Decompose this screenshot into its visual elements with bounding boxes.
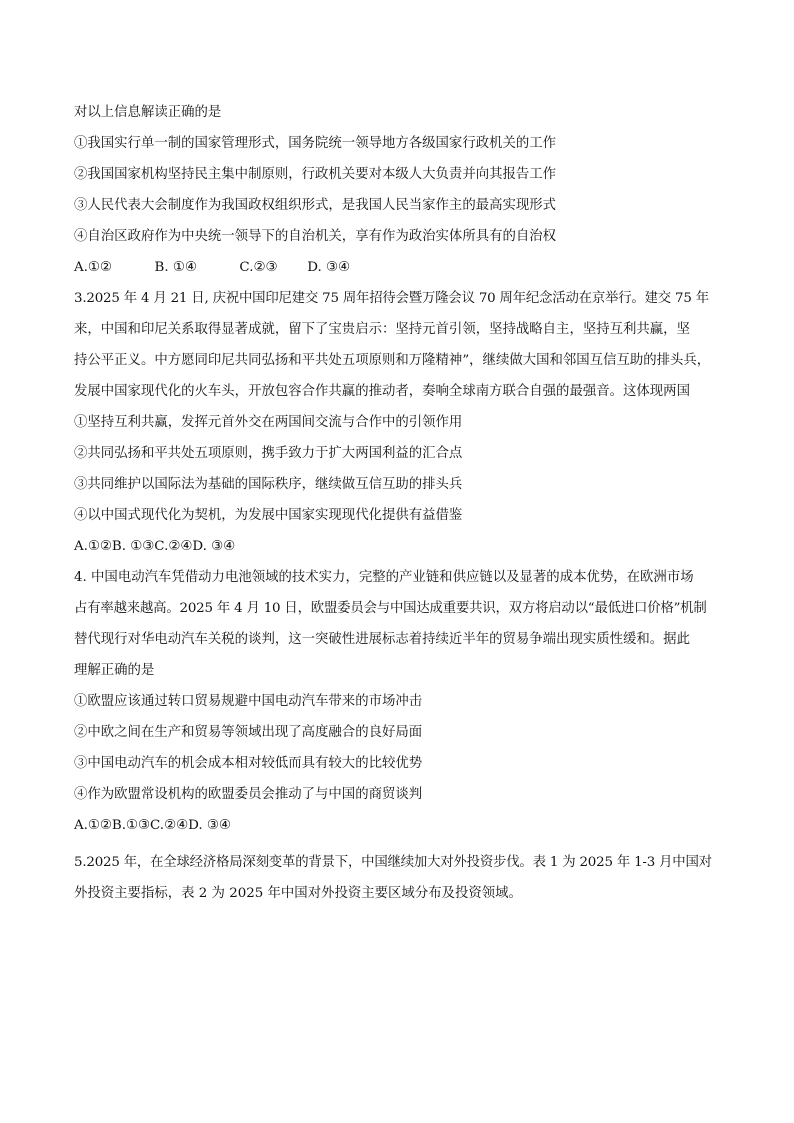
q4-stem-line-2: 占有率越来越高。2025 年 4 月 10 日，欧盟委员会与中国达成重要共识，双方将启动以“最低进口价格”机制: [74, 601, 707, 616]
q2-options: A.①② B. ①④ C.②③ D. ③④: [74, 260, 351, 275]
q3-stem-line-2: 来，中国和印尼关系取得显著成就，留下了宝贵启示：坚持元首引领，坚持战略自主，坚持互利共赢，坚: [74, 322, 690, 337]
q2-item-1: ①我国实行单一制的国家管理形式，国务院统一领导地方各级国家行政机关的工作: [74, 136, 557, 151]
q3-item-4: ④以中国式现代化为契机，为发展中国家实现现代化提供有益借鉴: [74, 508, 463, 523]
q4-options: A.①②B.①③C.②④D. ③④: [74, 818, 231, 833]
q4-stem-line-4: 理解正确的是: [74, 663, 155, 678]
q3-stem-line-1: 3.2025 年 4 月 21 日, 庆祝中国印尼建交 75 周年招待会暨万隆会议 70 周年纪念活动在京举行。建交 75 年: [74, 291, 709, 306]
q3-options: A.①②B. ①③C.②④D. ③④: [74, 539, 236, 554]
q3-item-2: ②共同弘扬和平共处五项原则，携手致力于扩大两国利益的汇合点: [74, 446, 463, 461]
q4-item-3: ③中国电动汽车的机会成本相对较低而具有较大的比较优势: [74, 756, 423, 771]
q2-item-4: ④自治区政府作为中央统一领导下的自治机关，享有作为政治实体所具有的自治权: [74, 229, 557, 244]
q2-item-2: ②我国国家机构坚持民主集中制原则，行政机关要对本级人大负责并向其报告工作: [74, 167, 557, 182]
q2-stem-tail: 对以上信息解读正确的是: [74, 105, 222, 120]
q4-item-4: ④作为欧盟常设机构的欧盟委员会推动了与中国的商贸谈判: [74, 787, 423, 802]
q4-stem-line-1: 4. 中国电动汽车凭借动力电池领域的技术实力，完整的产业链和供应链以及显著的成本优势，在欧洲市场: [74, 570, 694, 585]
q3-item-1: ①坚持互利共赢，发挥元首外交在两国间交流与合作中的引领作用: [74, 415, 463, 430]
q5-stem-line-2: 外投资主要指标，表 2 为 2025 年中国对外投资主要区域分布及投资领域。: [74, 886, 522, 901]
q3-stem-line-3: 持公平正义。中方愿同印尼共同弘扬和平共处五项原则和万隆精神”，继续做大国和邻国互信互助的排头兵，: [74, 353, 711, 368]
q4-item-1: ①欧盟应该通过转口贸易规避中国电动汽车带来的市场冲击: [74, 694, 423, 709]
q2-item-3: ③人民代表大会制度作为我国政权组织形式，是我国人民当家作主的最高实现形式: [74, 198, 557, 213]
q5-stem-line-1: 5.2025 年，在全球经济格局深刻变革的背景下，中国继续加大对外投资步伐。表 1 为 2025 年 1-3 月中国对: [74, 855, 712, 870]
q4-stem-line-3: 替代现行对华电动汽车关税的谈判，这一突破性进展标志着持续近半年的贸易争端出现实质性缓和。据此: [74, 632, 690, 647]
q3-stem-line-4: 发展中国家现代化的火车头，开放包容合作共赢的推动者，奏响全球南方联合自强的最强音。这体现两国: [74, 384, 690, 399]
q4-item-2: ②中欧之间在生产和贸易等领域出现了高度融合的良好局面: [74, 725, 423, 740]
q3-item-3: ③共同维护以国际法为基础的国际秩序，继续做互信互助的排头兵: [74, 477, 463, 492]
